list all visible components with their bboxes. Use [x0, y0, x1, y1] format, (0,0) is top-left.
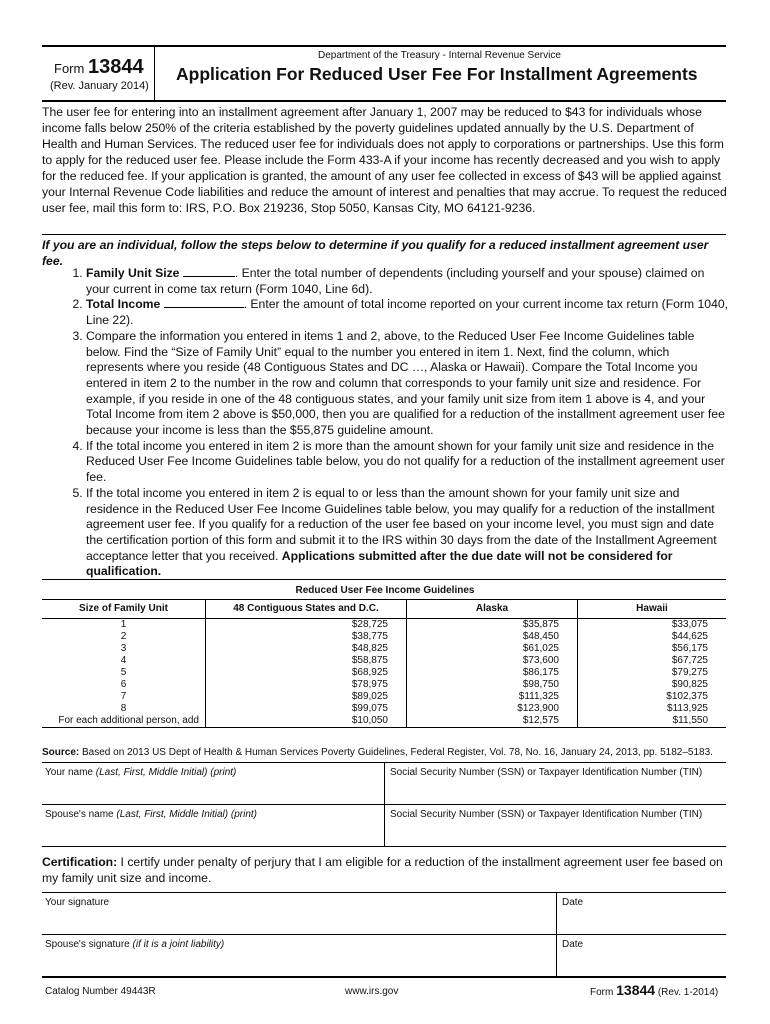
states-value-cell: $89,025 — [206, 691, 407, 703]
step-3: 3. Compare the information you entered in items 1 and 2, above, to the Reduced User Fee Income Guidelines table below. Find the “Size of Family Unit” equal to the number you entered in item 1. Next, find the column, which represents where you reside (48 Contiguous States and DC …, Alaska or Hawaii). Compare the Total Income you entered in item 2 to the number in the row and column that corresponds to your family unit size and residence. For example, if you reside in one of the 48 contiguous states, and your family unit size from item 1 above is 4, and your Total Income from item 2 above is $50,000, then you are qualified for a reduction of the installment agreement user fee because your income is less than the $55,875 guideline amount. — [86, 329, 728, 439]
step-5-bold: Applications submitted after the due date will not be considered for qualification. — [86, 548, 673, 579]
ssn-field[interactable] — [390, 767, 726, 803]
your-signature-label: Your signature — [45, 897, 110, 908]
states-value-cell: $28,725 — [206, 619, 407, 632]
spouse-name-label: Spouse's name — [45, 809, 117, 820]
footer-form-id — [590, 982, 718, 998]
col-header-alaska: Alaska — [407, 600, 578, 619]
form-number: 13844 — [87, 56, 144, 78]
footer-rule — [42, 976, 726, 978]
table-row — [42, 655, 726, 667]
alaska-value-cell: $48,450 — [407, 631, 578, 643]
field-row-divider — [42, 804, 726, 805]
step-2-label: Total Income — [86, 297, 161, 312]
intro-paragraph: The user fee for entering into an installment agreement after January 1, 2007 may be reduced to $43 for individuals whose income falls below 250% of the criteria established by the poverty guidelines updated annually by the U.S. Department of Health and Human Services. The reduced user fee for individuals does not apply to corporations or partnerships. Use this form to apply for the reduced user fee. Please include the Form 433-A if your income has recently decreased and you wish to apply for the reduced fee. If your application is granted, the amount of any user fee collected in excess of $43 will be applied against your Internal Revenue Code liabilities and reduce the amount of interest and penalties that may accrue. To request the reduced user fee, mail this form to: IRS, P.O. Box 219236, Stop 5050, Kansas City, MO 64121-9236. — [42, 105, 727, 215]
states-value-cell: $48,825 — [206, 643, 407, 655]
hawaii-value-cell: $67,725 — [578, 655, 727, 667]
alaska-value-cell: $111,325 — [407, 691, 578, 703]
family-size-cell: 6 — [120, 679, 127, 690]
hawaii-value-cell: $33,075 — [578, 619, 727, 632]
footer-rev: (Rev. 1-2014) — [657, 987, 719, 998]
section-divider — [42, 234, 726, 235]
signature-row-divider — [42, 934, 726, 935]
date-label: Date — [562, 897, 584, 908]
states-value-cell: $10,050 — [206, 715, 407, 728]
table-row — [42, 631, 726, 643]
alaska-value-cell: $98,750 — [407, 679, 578, 691]
date-label: Date — [562, 939, 584, 950]
table-row-additional — [42, 715, 726, 728]
spouse-ssn-field[interactable] — [390, 809, 726, 845]
hawaii-value-cell: $79,275 — [578, 667, 727, 679]
footer-form-word: Form — [590, 987, 614, 998]
step-1 — [86, 266, 728, 297]
family-size-cell: 1 — [120, 619, 127, 630]
header-bottom-rule — [42, 100, 726, 102]
table-row — [42, 619, 726, 632]
form-title: Application For Reduced User Fee For Installment Agreements — [176, 64, 698, 84]
additional-person-cell: For each additional person, add — [42, 715, 206, 728]
hawaii-value-cell: $56,175 — [578, 643, 727, 655]
signature-row-divider — [42, 892, 726, 893]
certification — [42, 854, 728, 886]
states-value-cell: $38,775 — [206, 631, 407, 643]
hawaii-value-cell: $113,925 — [578, 703, 727, 715]
table-row — [42, 643, 726, 655]
hawaii-value-cell: $44,625 — [578, 631, 727, 643]
hawaii-value-cell: $102,375 — [578, 691, 727, 703]
col-header-hawaii: Hawaii — [578, 600, 727, 619]
table-row — [42, 679, 726, 691]
col-header-family-size: Size of Family Unit — [42, 600, 206, 619]
total-income-field[interactable] — [164, 297, 244, 308]
your-name-field[interactable] — [45, 767, 379, 803]
steps-list — [42, 266, 728, 580]
spouse-signature-date-field[interactable] — [562, 939, 722, 975]
section-divider — [42, 579, 726, 580]
step-5 — [86, 486, 728, 580]
certification-text: I certify under penalty of perjury that I am eligible for a reduction of the installment agreement user fee based on my family unit size and income. — [42, 855, 723, 885]
col-header-48-states: 48 Contiguous States and D.C. — [206, 600, 407, 619]
your-name-label: Your name — [45, 767, 96, 778]
footer-form-number: 13844 — [616, 982, 656, 998]
field-row-divider — [42, 846, 726, 847]
table-source — [42, 747, 732, 758]
step-2 — [86, 297, 728, 328]
certification-label: Certification: — [42, 855, 118, 869]
family-size-cell: 4 — [120, 655, 127, 666]
table-row — [42, 691, 726, 703]
step-1-label: Family Unit Size — [86, 266, 180, 280]
family-size-cell: 8 — [120, 703, 127, 714]
table-header-row — [42, 600, 726, 619]
family-size-cell: 5 — [120, 667, 127, 678]
step-2-text: . Enter the amount of total income reported on your current income tax return (Form 1040, Line 22). — [86, 297, 729, 328]
states-value-cell: $58,875 — [206, 655, 407, 667]
table-row — [42, 703, 726, 715]
family-unit-size-field[interactable] — [183, 266, 235, 277]
department-name: Department of the Treasury - Internal Revenue Service — [318, 50, 561, 61]
form-revision: (Rev. January 2014) — [50, 80, 149, 92]
spouse-name-hint: (Last, First, Middle Initial) (print) — [116, 809, 257, 820]
alaska-value-cell: $35,875 — [407, 619, 578, 632]
alaska-value-cell: $73,600 — [407, 655, 578, 667]
step-4: 4. If the total income you entered in item 2 is more than the amount shown for your family unit size and residence in the Reduced User Fee Income Guidelines table below, you do not qualify for a reduction of the installment agreement user fee. — [86, 439, 728, 486]
signature-date-field[interactable] — [562, 897, 722, 933]
family-size-cell: 7 — [120, 691, 127, 702]
form-word: Form — [54, 61, 85, 76]
family-size-cell: 3 — [120, 643, 127, 654]
hawaii-value-cell: $11,550 — [578, 715, 727, 728]
spouse-signature-hint: (if it is a joint liability) — [132, 939, 225, 950]
catalog-number: Catalog Number 49443R — [45, 986, 156, 997]
spouse-signature-label: Spouse's signature — [45, 939, 133, 950]
alaska-value-cell: $123,900 — [407, 703, 578, 715]
hawaii-value-cell: $90,825 — [578, 679, 727, 691]
step-1-text: . Enter the total number of dependents (including yourself and your spouse) claimed on your current in come tax return (Form 1040, Line 6d). — [86, 266, 705, 296]
spouse-ssn-label: Social Security Number (SSN) or Taxpayer Identification Number (TIN) — [390, 809, 703, 820]
states-value-cell: $78,975 — [206, 679, 407, 691]
spouse-signature-field[interactable] — [45, 939, 551, 975]
states-value-cell: $68,925 — [206, 667, 407, 679]
table-row — [42, 667, 726, 679]
family-size-cell: 2 — [120, 631, 127, 642]
spouse-name-field[interactable] — [45, 809, 379, 845]
your-name-hint: (Last, First, Middle Initial) (print) — [95, 767, 237, 778]
source-text: Based on 2013 US Dept of Health & Human Services Poverty Guidelines, Federal Register, Vol. 78, No. 16, January 24, 2013, pp. 5182–5183. — [79, 747, 713, 758]
website: www.irs.gov — [345, 986, 399, 997]
states-value-cell: $99,075 — [206, 703, 407, 715]
source-label: Source: — [42, 747, 80, 758]
individual-heading: If you are an individual, follow the steps below to determine if you qualify for a reduced installment agreement user fee. — [42, 238, 709, 268]
your-signature-field[interactable] — [45, 897, 551, 933]
ssn-label: Social Security Number (SSN) or Taxpayer Identification Number (TIN) — [390, 767, 703, 778]
step-5-text: If the total income you entered in item 2 is equal to or less than the amount shown for your family unit size and residence in the Reduced User Fee Income Guidelines table below, you may qualify for a reduction of the installment agreement user fee. If you qualify for a reduction of the user fee based on your income level, you must sign and date the certification portion of this form and submit it to the IRS within 30 days from the date of the Installment Agreement acceptance letter that you received. — [86, 485, 717, 563]
alaska-value-cell: $86,175 — [407, 667, 578, 679]
alaska-value-cell: $12,575 — [407, 715, 578, 728]
table-title: Reduced User Fee Income Guidelines — [295, 585, 475, 596]
form-number-block — [54, 56, 144, 79]
alaska-value-cell: $61,025 — [407, 643, 578, 655]
income-guidelines-table — [42, 599, 726, 728]
